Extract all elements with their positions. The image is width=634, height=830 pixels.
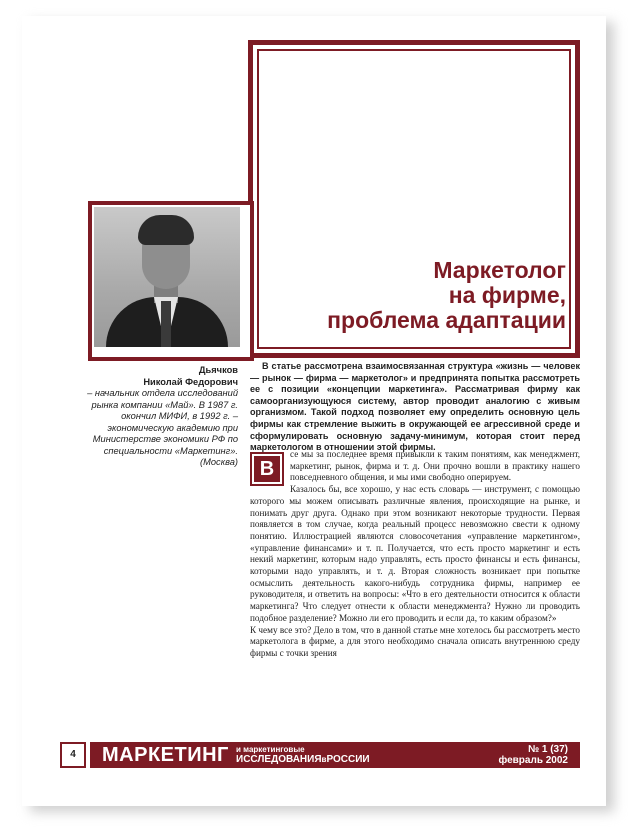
article-body	[250, 449, 580, 660]
article-title	[266, 258, 566, 333]
journal-subtitle-2: ИССЛЕДОВАНИЯвРОССИИ	[236, 754, 370, 765]
drop-cap: В	[250, 452, 284, 486]
title-line-1: Маркетолог	[433, 257, 566, 283]
title-line-2: на фирме,	[448, 282, 566, 308]
body-paragraph-2: Казалось бы, все хорошо, у нас есть словарь — инструмент, с помощью которого мы можем описывать различные явления, происходящие на рынке, и понимать друг друга. Однако при этом возникают некоторые трудности. Первая появляется в том случае, когда реальный процесс невозможно свести к одному понятию. Иллюстрацией являются словосочетания «управление маркетингом», «управление финансами» и т. п. Получается, что есть просто маркетинг и есть некий маркетинг, которым надо управлять, есть просто финансы и есть финансы, которыми надо управлять, и т. д. Вторая сложность возникает при попытке осмыслить деятельность какого-нибудь сотрудника фирмы, например ее руководителя, и ответить на вопросы: «Что в его деятельности относится к области маркетинга? Что следует отнести к области менеджмента? Нужно ли проводить подобное разделение? Можно ли его проводить и если да, то каким образом?»	[250, 484, 580, 623]
body-paragraph-1: се мы за последнее время привыкли к таким понятиям, как менеджмент, маркетинг, рынок, фирма и т. д. Они прочно вошли в практику нашего повседневного общения, и мы ими свободно оперируем.	[290, 449, 580, 483]
author-surname: Дьячков	[198, 365, 238, 375]
article-abstract: В статье рассмотрена взаимосвязанная структура «жизнь — человек — рынок — фирма — маркетолог» и предпринята попытка рассмотреть ее с позиции «концепции маркетинга». Рассматривая фирму как самоорганизующуюся систему, автор проводит аналогию с живым организмом. Такой подход позволяет ему определить основную цель фирмы как стремление выжить в окружающей ее агрессивной среде и сформулировать основную задачу-минимум, которая стоит перед маркетологом в отношении этой фирмы.	[250, 361, 580, 453]
author-name: Николай Федорович	[143, 376, 238, 387]
journal-name: МАРКЕТИНГ	[102, 744, 229, 766]
title-frame	[248, 40, 580, 358]
journal-footer	[90, 742, 580, 768]
title-line-3: проблема адаптации	[327, 307, 566, 333]
journal-subtitle-1: и маркетинговые	[236, 745, 305, 754]
author-bio: – начальник отдела исследований рынка компании «Май». В 1987 г. окончил МИФИ, в 1992 г. – экономическую академию при Министерстве экономики РФ по специальности «Маркетинг». (Москва)	[87, 388, 238, 467]
issue-info	[498, 744, 568, 766]
page-number: 4	[60, 742, 86, 768]
issue-date: февраль 2002	[498, 755, 568, 766]
author-photo	[94, 207, 240, 347]
magazine-page	[22, 16, 606, 806]
issue-number: № 1 (37)	[527, 744, 568, 755]
author-photo-frame	[88, 201, 254, 361]
body-paragraph-3: К чему все это? Дело в том, что в данной статье мне хотелось бы рассмотреть место маркетолога в фирме, а для этого необходимо сначала описать внутреннюю среду фирмы с точки зрения	[250, 624, 580, 658]
author-info	[72, 365, 238, 469]
